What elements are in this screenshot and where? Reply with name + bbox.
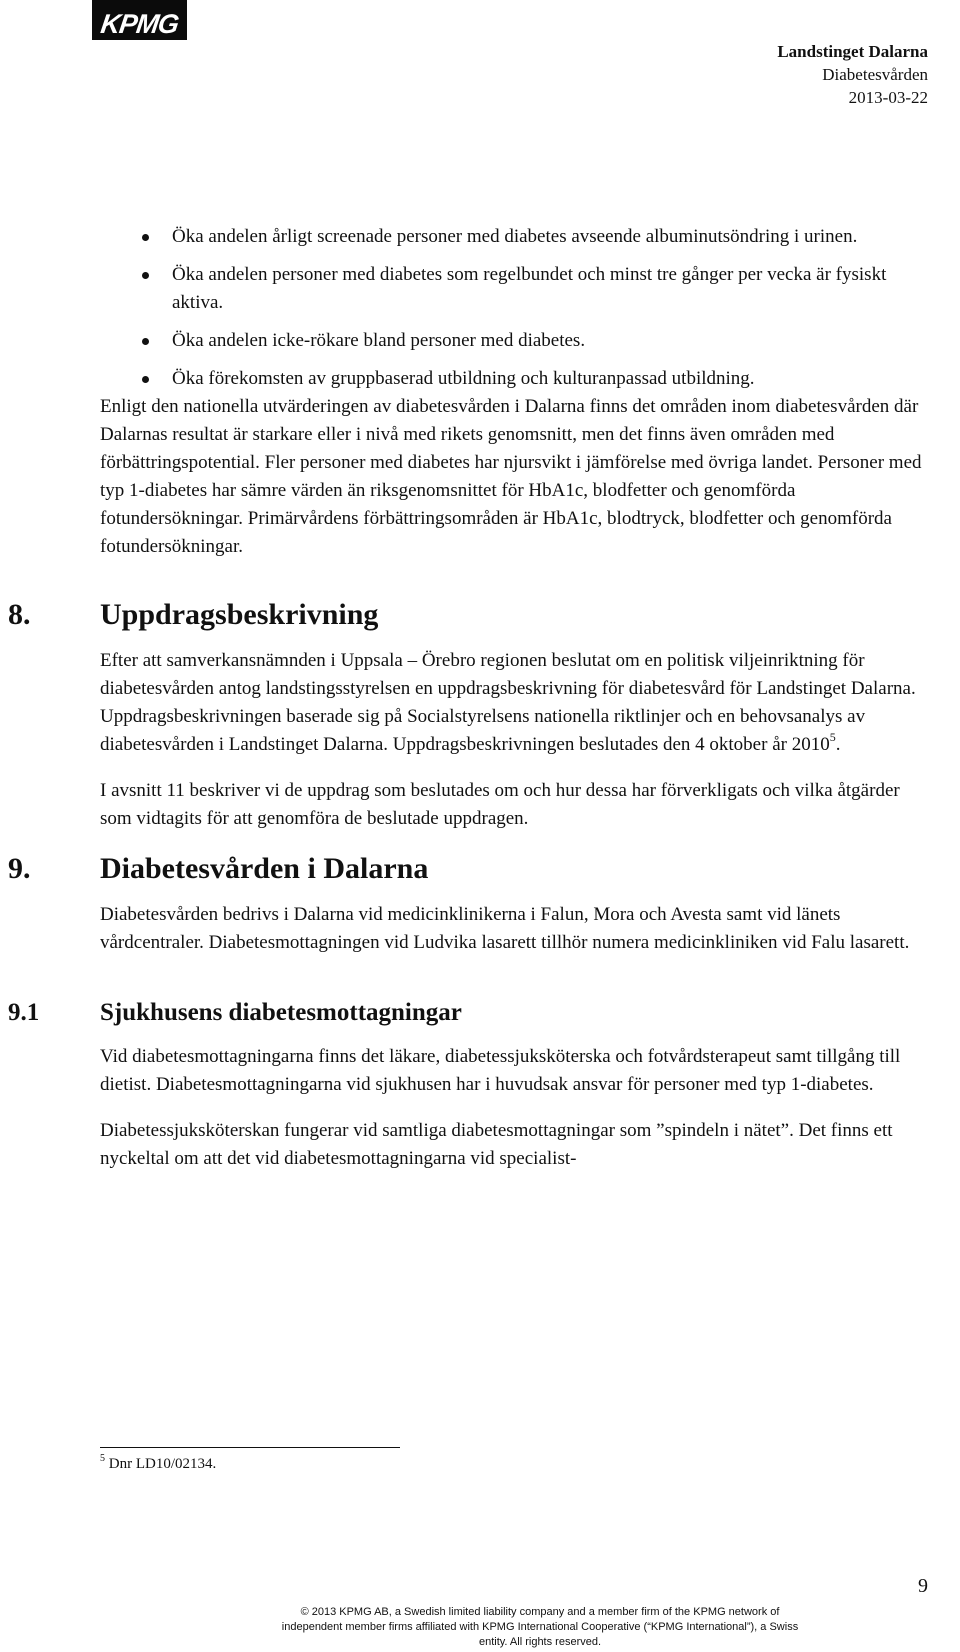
footnote-divider: [100, 1447, 400, 1448]
section-title: Sjukhusens diabetesmottagningar: [100, 999, 462, 1026]
section-9-1-heading: [0, 997, 960, 1029]
footer-copyright: © 2013 KPMG AB, a Swedish limited liability company and a member firm of the KPMG network of independent member firms affiliated with KPMG International Cooperative (“KPMG International”), a Swiss entity. All rights reserved.: [281, 1606, 799, 1648]
paragraph-end: .: [835, 734, 841, 755]
footnote-reference[interactable]: 5: [829, 730, 836, 744]
bullet-icon: [142, 234, 149, 241]
bullet-icon: [142, 272, 149, 279]
header-date: 2013-03-22: [848, 88, 928, 107]
section-8-paragraph-2: I avsnitt 11 beskriver vi de uppdrag som beslutades om och hur dessa har förverkligats och vilka åtgärder som vidtagits för att genomföra de beslutade uppdragen.: [100, 780, 900, 829]
footnote: [100, 1454, 216, 1474]
header-organization: Landstinget Dalarna: [777, 42, 928, 61]
body-content: [8, 223, 926, 1191]
footnote-text: Dnr LD10/02134.: [105, 1456, 217, 1472]
logo-text: KPMG: [98, 9, 181, 39]
goal-bullet-list: [100, 223, 926, 393]
footnote-number: 5: [100, 1453, 105, 1464]
section-9-heading: [0, 851, 960, 887]
section-title: Diabetesvården i Dalarna: [100, 852, 429, 885]
page-number: 9: [918, 1575, 928, 1597]
list-item: [100, 327, 926, 355]
section-9-1-paragraph-1: Vid diabetesmottagningarna finns det läkare, diabetessjuksköterska och fotvårdsterapeut samt tillgång till dietist. Diabetesmottagningarna vid sjukhusen har i huvudsak ansvar för personer med typ 1-diabetes.: [100, 1046, 901, 1095]
section-number: 9.: [8, 852, 31, 885]
header-subject: Diabetesvården: [822, 65, 928, 84]
bullet-icon: [142, 338, 149, 345]
section-title: Uppdragsbeskrivning: [100, 598, 379, 631]
section-number: 8.: [8, 598, 31, 631]
list-item: [100, 261, 926, 317]
bullet-text: Öka andelen årligt screenade personer med diabetes avseende albuminutsöndring i urinen.: [172, 226, 858, 247]
section-8-heading: [0, 597, 960, 633]
section-9-paragraph: Diabetesvården bedrivs i Dalarna vid medicinklinikerna i Falun, Mora och Avesta samt vid länets vårdcentraler. Diabetesmottagningen vid Ludvika lasarett tillhör numera medicinkliniken vid Falu lasarett.: [100, 904, 910, 953]
page-header: [777, 40, 928, 109]
bullet-text: Öka andelen personer med diabetes som regelbundet och minst tre gånger per vecka är fysiskt aktiva.: [172, 264, 887, 313]
list-item: [100, 365, 926, 393]
section-9-1-paragraph-2: Diabetessjuksköterskan fungerar vid samtliga diabetesmottagningar som ”spindeln i nätet”. Det finns ett nyckeltal om att det vid diabetesmottagningarna vid specialist-: [100, 1120, 893, 1169]
bullet-text: Öka förekomsten av gruppbaserad utbildning och kulturanpassad utbildning.: [172, 368, 755, 389]
section-8-paragraph-1: [100, 647, 926, 759]
intro-paragraph: Enligt den nationella utvärderingen av diabetesvården i Dalarna finns det områden inom diabetesvården där Dalarnas resultat är starkare eller i nivå med rikets genomsnitt, men det finns även områden med förbättringspotential. Fler personer med diabetes har njursvikt i jämförelse med övriga landet. Personer med typ 1-diabetes har sämre värden än riksgenomsnittet för HbA1c, blodfetter och genomförda fotundersökningar. Primärvårdens förbättringsområden är HbA1c, blodtryck, blodfetter och genomförda fotundersökningar.: [100, 396, 922, 557]
bullet-icon: [142, 376, 149, 383]
bullet-text: Öka andelen icke-rökare bland personer med diabetes.: [172, 330, 586, 351]
paragraph-text: Efter att samverkansnämnden i Uppsala – Örebro regionen beslutat om en politisk viljeinriktning för diabetesvården antog landstingsstyrelsen en uppdragsbeskrivning för diabetesvård för Landstinget Dalarna. Uppdragsbeskrivningen baserade sig på Socialstyrelsens nationella riktlinjer och en behovsanalys av diabetesvården i Landstinget Dalarna. Uppdragsbeskrivningen beslutades den 4 oktober år 2010: [100, 650, 916, 755]
list-item: [100, 223, 926, 251]
section-number: 9.1: [8, 999, 40, 1026]
kpmg-logo: [92, 0, 187, 40]
